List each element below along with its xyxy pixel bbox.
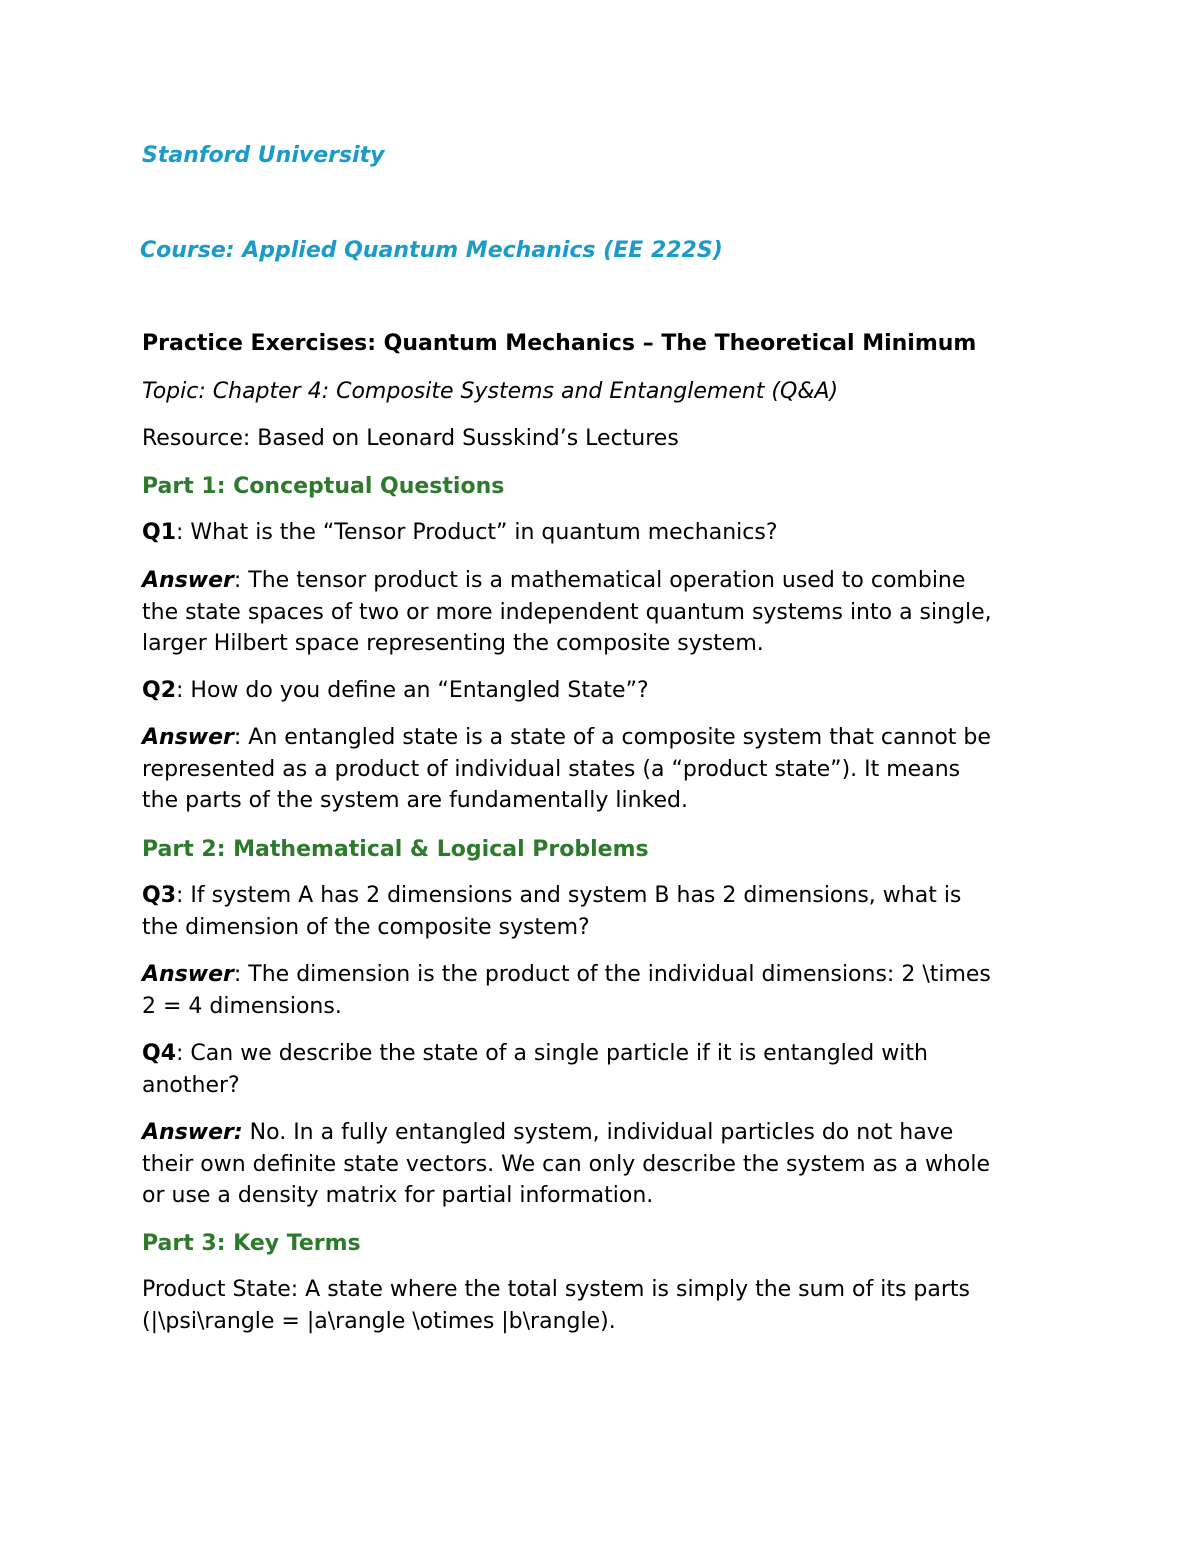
answer-4-line-3: or use a density matrix for partial information. — [142, 1183, 654, 1208]
answer-1-line-3: larger Hilbert space representing the composite system. — [142, 631, 764, 656]
answer-4-line-1: No. In a fully entangled system, individual particles do not have — [242, 1120, 954, 1145]
question-2 — [142, 675, 1062, 707]
question-3-line-1: : If system A has 2 dimensions and system B has 2 dimensions, what is — [176, 883, 962, 908]
question-4-line-2: another? — [142, 1072, 240, 1098]
answer-2 — [142, 722, 1062, 817]
answer-3-label: Answer — [142, 962, 234, 987]
question-4-label: Q4 — [142, 1041, 177, 1066]
answer-2-line-3: the parts of the system are fundamentally linked. — [142, 788, 689, 813]
university-name: Stanford University — [142, 143, 385, 168]
question-1-text: : What is the “Tensor Product” in quantum mechanics? — [176, 520, 778, 545]
answer-1-label: Answer — [142, 568, 234, 593]
document-title: Practice Exercises: Quantum Mechanics – The Theoretical Minimum — [142, 331, 977, 356]
part-3-heading: Part 3: Key Terms — [142, 1231, 361, 1256]
part-1-heading: Part 1: Conceptual Questions — [142, 474, 505, 499]
document-topic: Topic: Chapter 4: Composite Systems and Entanglement (Q&A) — [142, 379, 839, 404]
answer-3-line-2: 2 = 4 dimensions. — [142, 993, 342, 1019]
course-title: Course: Applied Quantum Mechanics (EE 222S) — [140, 238, 723, 263]
answer-1-line-1: : The tensor product is a mathematical operation used to combine — [233, 568, 966, 593]
answer-1-line-2: the state spaces of two or more independent quantum systems into a single, — [142, 599, 992, 625]
question-2-text: : How do you define an “Entangled State”? — [176, 678, 649, 703]
key-term-product-state — [142, 1274, 1062, 1337]
answer-4-line-2: their own definite state vectors. We can only describe the system as a whole — [142, 1151, 990, 1177]
answer-4-label: Answer: — [142, 1120, 243, 1145]
question-4 — [142, 1038, 1062, 1101]
question-1 — [142, 517, 1062, 549]
answer-3 — [142, 959, 1062, 1022]
answer-1 — [142, 565, 1062, 660]
part-2-heading: Part 2: Mathematical & Logical Problems — [142, 837, 649, 862]
question-3-label: Q3 — [142, 883, 177, 908]
answer-2-line-2: represented as a product of individual states (a “product state”). It means — [142, 756, 961, 782]
question-2-label: Q2 — [142, 678, 177, 703]
answer-2-label: Answer — [142, 725, 234, 750]
key-term-line-2: (|\psi\rangle = |a\rangle \otimes |b\rangle). — [142, 1308, 616, 1334]
question-3-line-2: the dimension of the composite system? — [142, 914, 590, 940]
question-3 — [142, 880, 1062, 943]
answer-2-line-1: : An entangled state is a state of a composite system that cannot be — [233, 725, 991, 750]
question-1-label: Q1 — [142, 520, 177, 545]
key-term-line-1: Product State: A state where the total system is simply the sum of its parts — [142, 1277, 970, 1302]
document-resource: Resource: Based on Leonard Susskind’s Lectures — [142, 426, 679, 451]
question-4-line-1: : Can we describe the state of a single particle if it is entangled with — [176, 1041, 928, 1066]
answer-4 — [142, 1117, 1062, 1212]
answer-3-line-1: : The dimension is the product of the individual dimensions: 2 \times — [233, 962, 991, 987]
